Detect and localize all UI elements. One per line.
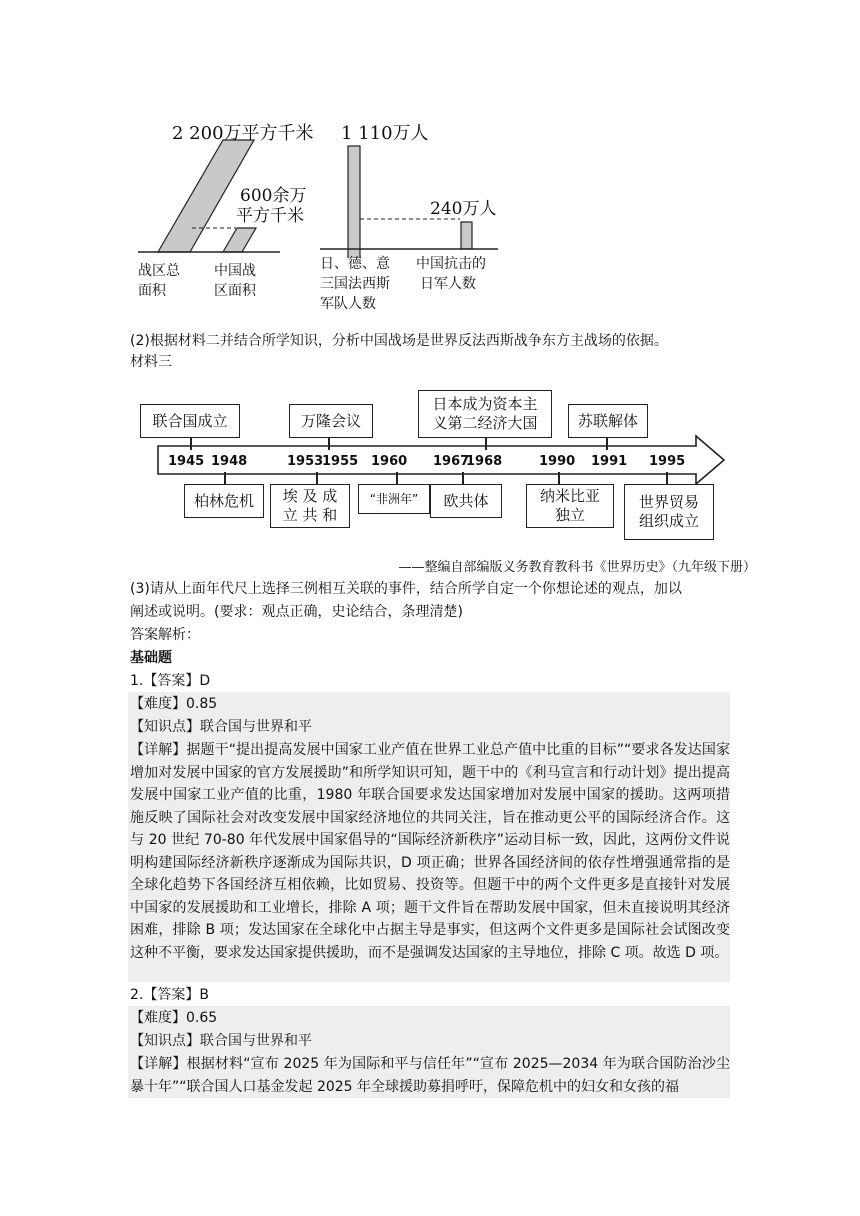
q1-knowledge: 【知识点】联合国与世界和平 <box>130 719 312 735</box>
event-ec: 欧共体 <box>430 484 502 518</box>
event-egypt-republic <box>270 484 350 528</box>
bar2-value-label-1: 600余万 <box>240 186 307 206</box>
q2-detail: 【详解】根据材料“宣布 2025 年为国际和平与信任年”“宣布 2025—2034 年为联合国防治沙尘暴十年”“联合国人口基金发起 2025 年全球援助募捐呼吁，保障危机中的妇女和女孩的福 <box>130 1056 730 1095</box>
cat1-label-1: 日、德、意 <box>320 256 390 272</box>
event-egypt-line1: 埃 及 成 <box>282 487 338 505</box>
bar1-value-label: 2 200万平方千米 <box>172 123 314 144</box>
connector <box>224 472 226 484</box>
material-3-title: 材料三 <box>130 354 172 370</box>
cat1-label-3: 军队人数 <box>320 296 376 312</box>
event-un-founded: 联合国成立 <box>140 404 240 438</box>
bar-china-area <box>223 228 256 252</box>
event-namibia-line1: 纳米比亚 <box>539 487 600 505</box>
year-label: 1967 <box>433 454 470 469</box>
event-year-of-africa: “非洲年” <box>358 484 430 514</box>
year-label: 1995 <box>649 454 686 469</box>
year-label: 1955 <box>322 454 359 469</box>
year-label: 1968 <box>466 454 503 469</box>
bar-axis-troops <box>348 146 360 258</box>
event-namibia-line2: 独立 <box>554 506 585 524</box>
connector <box>666 472 668 484</box>
question-2: (2)根据材料二并结合所学知识，分析中国战场是世界反法西斯战争东方主战场的依据。 <box>130 333 668 349</box>
bar2-value-label-2: 平方千米 <box>236 206 304 226</box>
q1-answer: 1.【答案】D <box>130 673 211 689</box>
q2-knowledge: 【知识点】联合国与世界和平 <box>130 1033 312 1049</box>
cat2-label-1: 中国抗击的 <box>416 256 486 272</box>
section-heading: 基础题 <box>130 650 172 666</box>
event-wto-line1: 世界贸易 <box>638 493 699 511</box>
cat1-label-2: 三国法西斯 <box>320 276 390 292</box>
bar-china-troops <box>461 222 472 249</box>
source-citation: ——整编自部编版义务教育教科书《世界历史》（九年级下册） <box>398 560 756 575</box>
analysis-heading: 答案解析： <box>130 627 200 643</box>
question-3-line2: 阐述或说明。(要求：观点正确，史论结合，条理清楚) <box>130 604 463 620</box>
year-label: 1948 <box>211 454 248 469</box>
cat1-label-1: 战区总 <box>138 263 180 279</box>
event-wto-line2: 组织成立 <box>638 512 699 530</box>
bar2-value-label: 240万人 <box>430 199 497 219</box>
bar1-value-label: 1 110万人 <box>341 123 429 144</box>
q1-difficulty: 【难度】0.85 <box>130 696 218 712</box>
connector <box>316 472 318 484</box>
q1-detail: 【详解】据题干“提出提高发展中国家工业产值在世界工业总产值中比重的目标”“要求各发达国家增加对发展中国家的官方发展援助”和所学知识可知，题干中的《利马宣言和行动计划》提出提高发展中国家工业产值的比重，1980 年联合国要求发达国家增加对发展中国家的援助。这两项措施反映了国际社会对改变发展中国家经济地位的共同关注，旨在推动更公平的国际经济合作。这与 20 世纪 70-80 年代发展中国家倡导的“国际经济新秩序”运动目标一致，因此，这两份文件说明构建国际经济新秩序逐渐成为国际共识，D 项正确；世界各国经济间的依存性增强通常指的是全球化趋势下各国经济互相依赖，比如贸易、投资等。但题干中的两个文件更多是直接针对发展中国家的发展援助和工业增长，排除 A 项；题干文件旨在帮助发展中国家，但未直接说明其经济困难，排除 B 项；发达国家在全球化中占据主导是事实，但这两个文件更多是国际社会试图改变这种不平衡，要求发达国家提供援助，而不是强调发达国家的主导地位，排除 C 项。故选 D 项。 <box>130 742 730 961</box>
event-berlin-crisis: 柏林危机 <box>184 484 264 518</box>
connector <box>558 472 560 484</box>
event-japan-economy <box>418 390 552 438</box>
cat2-label-2: 区面积 <box>214 283 256 299</box>
connector <box>485 438 487 450</box>
event-ussr-collapse: 苏联解体 <box>568 404 648 438</box>
connector <box>190 438 192 450</box>
connector <box>396 472 398 484</box>
cat2-label-2: 日军人数 <box>420 276 476 292</box>
connector <box>606 438 608 450</box>
connector <box>328 438 330 450</box>
year-label: 1990 <box>539 454 576 469</box>
event-namibia <box>526 484 614 528</box>
event-egypt-line2: 立 共 和 <box>282 506 338 524</box>
year-label: 1953 <box>287 454 324 469</box>
event-japan-line1: 日本成为资本主 <box>432 395 538 413</box>
year-label: 1945 <box>168 454 205 469</box>
connector <box>462 472 464 484</box>
year-label: 1960 <box>371 454 408 469</box>
event-japan-line2: 义第二经济大国 <box>432 414 538 432</box>
cat1-label-2: 面积 <box>138 283 166 299</box>
q2-difficulty: 【难度】0.65 <box>130 1010 218 1026</box>
cat2-label-1: 中国战 <box>214 263 256 279</box>
event-bandung: 万隆会议 <box>289 404 373 438</box>
year-label: 1991 <box>591 454 628 469</box>
q2-answer: 2.【答案】B <box>130 987 209 1003</box>
event-wto <box>624 484 714 540</box>
question-3-line1: (3)请从上面年代尺上选择三例相互关联的事件，结合所学自定一个你想论述的观点，加以 <box>130 581 682 597</box>
